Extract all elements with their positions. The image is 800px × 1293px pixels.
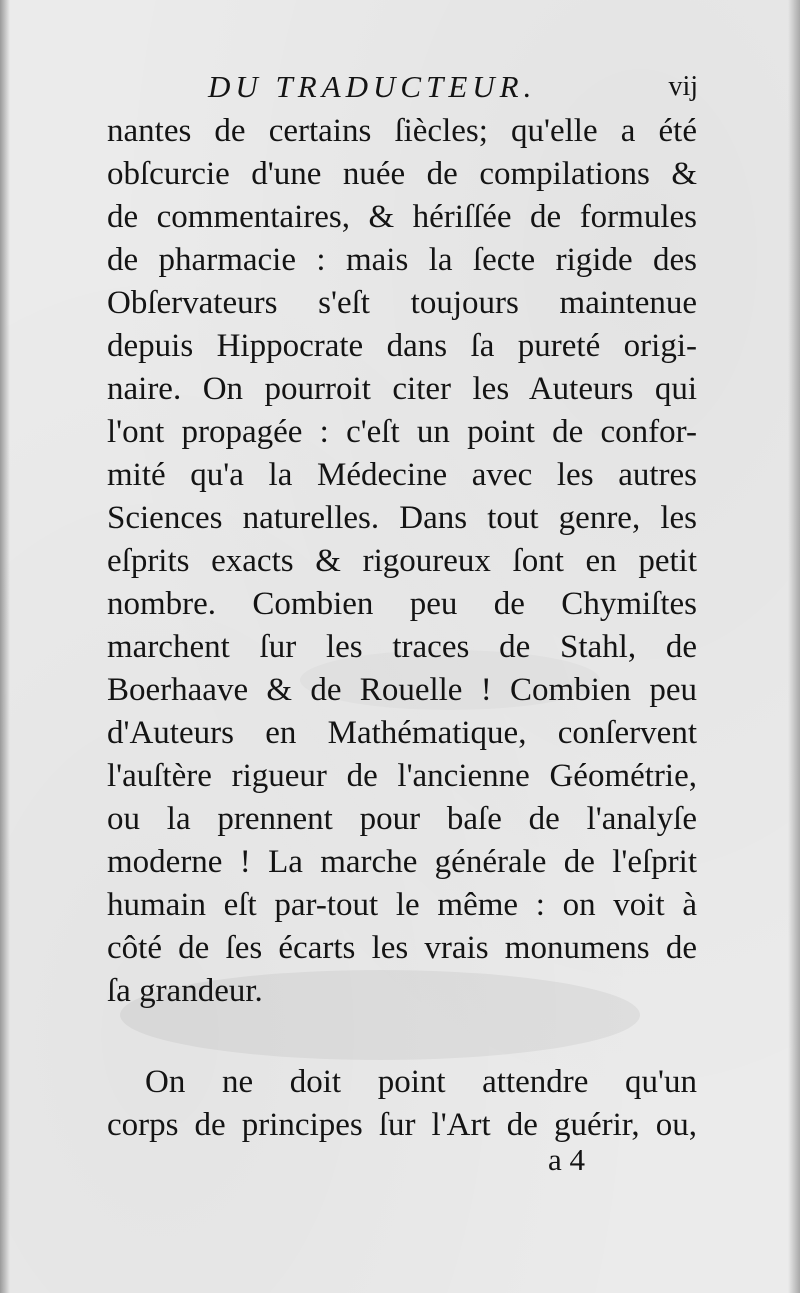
text-line: côté de ſes écarts les vrais monumens de [107,930,697,966]
text-line: Boerhaave & de Rouelle ! Combien peu [107,672,697,708]
page-edge-left [0,0,10,1293]
text-line: humain eſt par-tout le même : on voit à [107,887,697,923]
paragraph-gap [107,1013,697,1061]
text-line: ſa grandeur. [107,973,263,1009]
page-edge-right [788,0,800,1293]
text-line: de pharmacie : mais la ſecte rigide des [107,242,697,278]
text-line: On ne doit point attendre qu'un [145,1064,697,1100]
text-line: de commentaires, & hériſſée de formules [107,199,697,235]
text-line: l'ont propagée : c'eſt un point de confor- [107,414,697,450]
paragraph [107,1061,697,1147]
text-line: l'auſtère rigueur de l'ancienne Géométrie, [107,758,697,794]
text-line: moderne ! La marche générale de l'eſprit [107,844,697,880]
page-number: vij [668,71,698,102]
text-line: naire. On pourroit citer les Auteurs qui [107,371,697,407]
paragraph [107,110,697,1013]
text-line: ou la prennent pour baſe de l'analyſe [107,801,697,837]
signature-mark: a 4 [548,1142,586,1177]
text-line: nantes de certains ſiècles; qu'elle a été [107,113,697,149]
text-line: corps de principes ſur l'Art de guérir, ou, [107,1107,697,1143]
text-line: eſprits exacts & rigoureux ſont en petit [107,543,697,579]
text-line: d'Auteurs en Mathématique, conſervent [107,715,697,751]
body-text [107,110,697,1147]
text-line: mité qu'a la Médecine avec les autres [107,457,697,493]
running-head [208,62,698,112]
text-line: Sciences naturelles. Dans tout genre, les [107,500,697,536]
running-title: DU TRADUCTEUR. [208,69,537,104]
text-line: depuis Hippocrate dans ſa pureté origi- [107,328,697,364]
text-line: nombre. Combien peu de Chymiſtes [107,586,697,622]
text-line: Obſervateurs s'eſt toujours maintenue [107,285,697,321]
text-line: obſcurcie d'une nuée de compilations & [107,156,697,192]
text-line: marchent ſur les traces de Stahl, de [107,629,697,665]
